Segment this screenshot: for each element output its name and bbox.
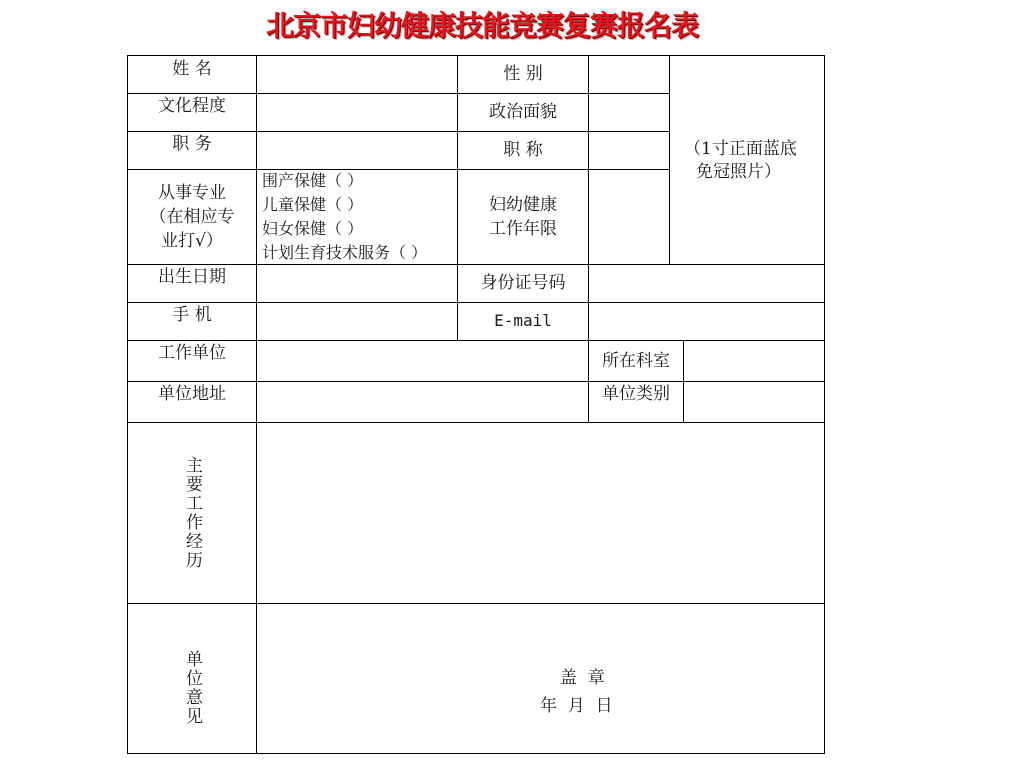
id-field[interactable] xyxy=(588,264,825,303)
experience-label: 主要工作经历 xyxy=(182,456,202,570)
years-label-line-1: 妇幼健康 xyxy=(489,195,557,215)
years-label-line-2: 工作年限 xyxy=(489,219,557,239)
photo-note-line-2: 免冠照片） xyxy=(696,162,781,182)
phone-label: 手 机 xyxy=(172,305,212,325)
address-field[interactable] xyxy=(256,381,589,423)
specialty-option-women[interactable]: 妇女保健（ ） xyxy=(262,219,364,238)
birth-label: 出生日期 xyxy=(158,267,226,287)
form-title: 北京市妇幼健康技能竞赛复赛报名表 xyxy=(265,9,698,42)
education-label: 文化程度 xyxy=(158,96,226,116)
education-field[interactable] xyxy=(256,93,458,132)
unit-type-field[interactable] xyxy=(683,381,825,423)
position-label: 职 务 xyxy=(172,134,212,154)
position-field[interactable] xyxy=(256,131,458,170)
birth-field[interactable] xyxy=(256,264,458,303)
employer-label: 工作单位 xyxy=(158,343,226,363)
name-label: 姓 名 xyxy=(172,59,212,79)
years-label-cell xyxy=(457,169,589,265)
opinion-field[interactable] xyxy=(256,603,825,754)
department-field[interactable] xyxy=(683,340,825,382)
address-label: 单位地址 xyxy=(158,384,226,404)
opinion-label: 单位意见 xyxy=(182,650,202,726)
experience-field[interactable] xyxy=(256,422,825,604)
years-field[interactable] xyxy=(588,169,670,265)
specialty-label-line-3: 业打√） xyxy=(161,231,223,251)
photo-note-line-1: （1寸正面蓝底 xyxy=(684,139,797,159)
title-field[interactable] xyxy=(588,131,670,170)
seal-label: 盖 章 xyxy=(560,668,605,688)
photo-box[interactable] xyxy=(669,55,825,265)
date-label: 年 月 日 xyxy=(540,696,613,716)
gender-field[interactable] xyxy=(588,55,670,94)
specialty-option-perinatal[interactable]: 围产保健（ ） xyxy=(262,171,364,190)
id-label: 身份证号码 xyxy=(480,273,566,293)
politics-field[interactable] xyxy=(588,93,670,132)
email-field[interactable] xyxy=(588,302,825,341)
specialty-label-line-2: （在相应专 xyxy=(149,207,235,227)
title-label: 职 称 xyxy=(503,140,543,160)
name-field[interactable] xyxy=(256,55,458,94)
email-label: E-mail xyxy=(494,311,552,330)
employer-field[interactable] xyxy=(256,340,589,382)
politics-label: 政治面貌 xyxy=(489,102,557,122)
specialty-label-line-1: 从事专业 xyxy=(158,183,226,203)
phone-field[interactable] xyxy=(256,302,458,341)
unit-type-label: 单位类别 xyxy=(602,384,670,404)
specialty-option-child[interactable]: 儿童保健（ ） xyxy=(262,195,364,214)
specialty-option-family-planning[interactable]: 计划生育技术服务（ ） xyxy=(262,243,428,262)
department-label: 所在科室 xyxy=(602,351,670,371)
gender-label: 性 别 xyxy=(503,64,543,84)
